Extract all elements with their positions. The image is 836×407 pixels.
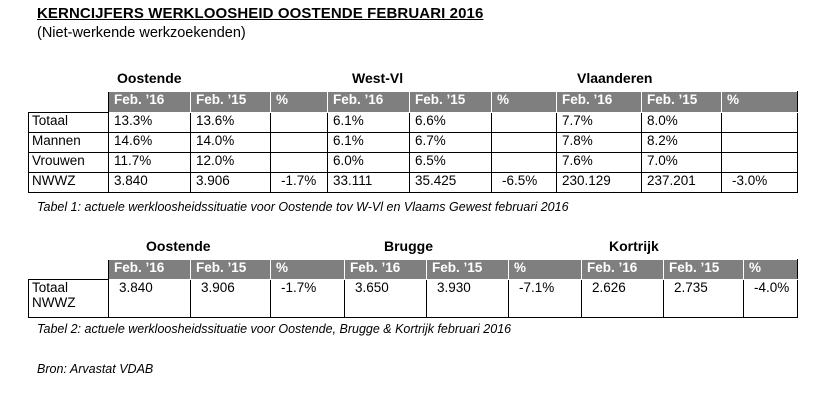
table1-header: Feb. ’15	[191, 92, 271, 113]
table-row	[29, 173, 798, 193]
table2-header-row	[29, 260, 798, 280]
table-cell: 7.7%	[557, 113, 642, 133]
table-cell	[271, 113, 328, 133]
table1-header: %	[722, 92, 798, 113]
table1-header: Feb. ’16	[328, 92, 410, 113]
table-cell: 3.906	[191, 280, 271, 318]
table-cell: 13.3%	[109, 113, 191, 133]
table-cell: 237.201	[642, 173, 722, 193]
table2	[28, 259, 798, 318]
table2-header: %	[271, 260, 345, 280]
table1-header: %	[492, 92, 557, 113]
table-cell: 11.7%	[109, 153, 191, 173]
table-cell: 7.0%	[642, 153, 722, 173]
table-cell	[492, 153, 557, 173]
table-cell: 2.626	[582, 280, 664, 318]
table-cell: -4.0%	[744, 280, 798, 318]
page-title: KERNCIJFERS WERKLOOSHEID OOSTENDE FEBRUARI 2016	[37, 5, 484, 22]
table-cell: 3.930	[427, 280, 509, 318]
table2-header: %	[509, 260, 582, 280]
row-label: Vrouwen	[29, 153, 109, 173]
table-row	[29, 280, 798, 318]
table1-caption: Tabel 1: actuele werkloosheidssituatie voor Oostende tov W-Vl en Vlaams Gewest februari 2016	[37, 200, 569, 214]
table-cell: 35.425	[410, 173, 492, 193]
table-row	[29, 133, 798, 153]
table-cell: 3.906	[191, 173, 271, 193]
table2-header: Feb. ’16	[109, 260, 191, 280]
table1-group-oostende: Oostende	[117, 70, 182, 86]
table-cell	[271, 133, 328, 153]
table2-caption: Tabel 2: actuele werkloosheidssituatie voor Oostende, Brugge & Kortrijk februari 2016	[37, 322, 512, 336]
table2-header: Feb. ’15	[191, 260, 271, 280]
table-cell: 6.6%	[410, 113, 492, 133]
table2-header: %	[744, 260, 798, 280]
table-cell	[492, 133, 557, 153]
row-label	[29, 280, 109, 318]
table1-header: Feb. ’15	[410, 92, 492, 113]
table-cell: 6.5%	[410, 153, 492, 173]
table2-header: Feb. ’15	[427, 260, 509, 280]
table-cell: 6.0%	[328, 153, 410, 173]
table-cell: -7.1%	[509, 280, 582, 318]
table-cell: 2.735	[664, 280, 744, 318]
table1-header-row	[29, 92, 798, 113]
table-cell	[722, 153, 798, 173]
table-cell: 3.650	[345, 280, 427, 318]
table1-header: Feb. ’15	[642, 92, 722, 113]
table-cell: 6.1%	[328, 133, 410, 153]
table1	[28, 91, 798, 193]
table-cell: -1.7%	[271, 173, 328, 193]
table1-group-west-vl: West-Vl	[352, 70, 404, 86]
table-cell: 7.6%	[557, 153, 642, 173]
row-label: Mannen	[29, 133, 109, 153]
row-label: Totaal	[29, 113, 109, 133]
table-cell: 33.111	[328, 173, 410, 193]
table-cell: 230.129	[557, 173, 642, 193]
table1-header: Feb. ’16	[557, 92, 642, 113]
table-cell: 13.6%	[191, 113, 271, 133]
table2-header: Feb. ’16	[582, 260, 664, 280]
table2-group-kortrijk: Kortrijk	[609, 238, 659, 254]
table1-header: Feb. ’16	[109, 92, 191, 113]
table2-group-oostende: Oostende	[146, 238, 211, 254]
table1-header: %	[271, 92, 328, 113]
table-cell	[271, 153, 328, 173]
table2-group-brugge: Brugge	[384, 238, 433, 254]
table-cell: 3.840	[109, 280, 191, 318]
table-cell: 3.840	[109, 173, 191, 193]
source-note: Bron: Arvastat VDAB	[37, 362, 154, 376]
table-cell: 12.0%	[191, 153, 271, 173]
table-cell: 8.2%	[642, 133, 722, 153]
table-cell	[492, 113, 557, 133]
table-cell: 14.0%	[191, 133, 271, 153]
table2-header: Feb. ’16	[345, 260, 427, 280]
table-cell: 7.8%	[557, 133, 642, 153]
row-label: NWWZ	[29, 173, 109, 193]
row-label-line: NWWZ	[32, 295, 76, 310]
table2-header: Feb. ’15	[664, 260, 744, 280]
table-cell: 6.7%	[410, 133, 492, 153]
table-cell: -1.7%	[271, 280, 345, 318]
table-cell	[722, 133, 798, 153]
page-subtitle: (Niet-werkende werkzoekenden)	[37, 25, 246, 41]
table-row	[29, 113, 798, 133]
table-row	[29, 153, 798, 173]
row-label-line: Totaal	[32, 280, 69, 295]
table-cell	[722, 113, 798, 133]
table-cell: -6.5%	[492, 173, 557, 193]
table-cell: 8.0%	[642, 113, 722, 133]
table-cell: -3.0%	[722, 173, 798, 193]
table1-group-vlaanderen: Vlaanderen	[577, 70, 653, 86]
table-cell: 14.6%	[109, 133, 191, 153]
table-cell: 6.1%	[328, 113, 410, 133]
